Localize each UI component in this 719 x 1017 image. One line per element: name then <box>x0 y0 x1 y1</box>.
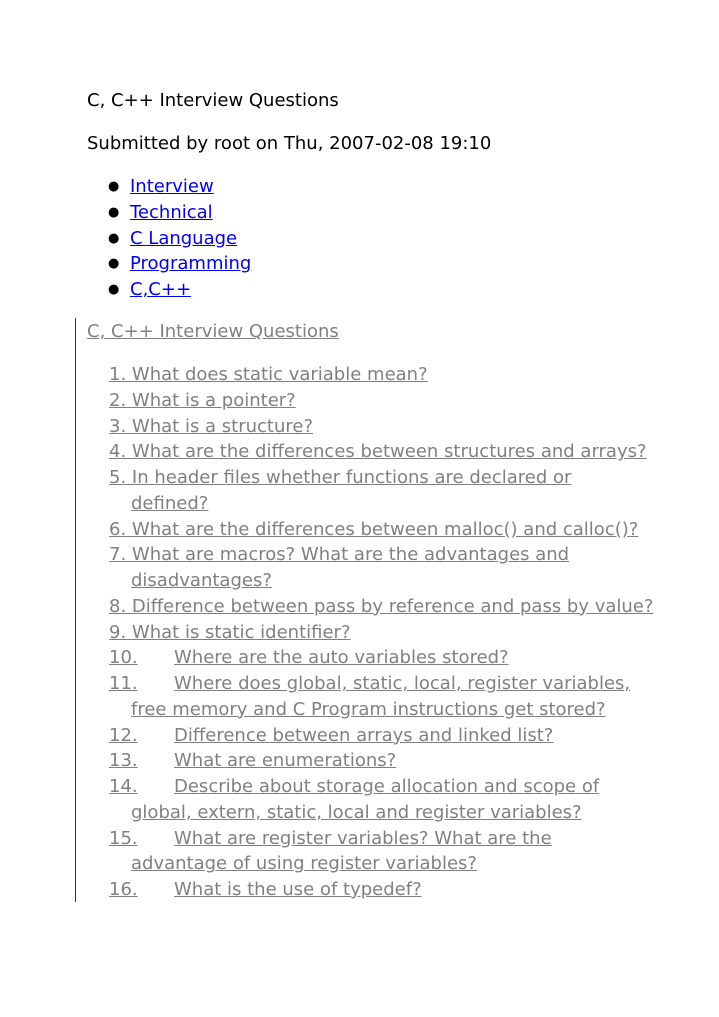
question-text[interactable]: What is the use of typedef? <box>174 879 422 900</box>
question-text-continued[interactable]: free memory and C Program instructions get stored? <box>131 698 606 720</box>
question-number: 13. <box>109 750 138 772</box>
question-item[interactable] <box>109 542 669 594</box>
tag-item <box>108 277 251 303</box>
bullet-icon: ● <box>108 179 120 194</box>
bullet-icon: ● <box>108 204 120 220</box>
submitted-info: Submitted by root on Thu, 2007-02-08 19:10 <box>87 133 492 154</box>
question-text[interactable]: Where does global, static, local, register variables, <box>174 673 631 694</box>
question-number: 10. <box>109 647 138 669</box>
question-number: 4. <box>109 441 127 463</box>
question-item[interactable] <box>109 671 669 723</box>
question-text[interactable]: What are macros? What are the advantages and <box>131 544 570 566</box>
question-text-continued[interactable]: defined? <box>131 492 209 514</box>
tag-item <box>108 251 251 277</box>
question-number: 12. <box>109 724 138 746</box>
question-item[interactable] <box>109 594 669 620</box>
question-text[interactable]: What are the differences between malloc() and calloc()? <box>131 518 639 540</box>
question-number: 8. <box>109 595 127 617</box>
question-text[interactable]: Difference between pass by reference and pass by value? <box>131 595 654 617</box>
question-item[interactable] <box>109 414 669 440</box>
question-text[interactable]: What is a pointer? <box>131 389 296 411</box>
bullet-icon: ● <box>108 256 120 272</box>
question-text[interactable]: What are register variables? What are the <box>174 827 552 849</box>
tag-list <box>108 174 251 303</box>
question-item[interactable] <box>109 388 669 414</box>
question-text[interactable]: Where are the auto variables stored? <box>174 647 509 669</box>
question-item[interactable] <box>109 748 669 774</box>
question-number: 5. <box>109 467 127 488</box>
question-text[interactable]: What is static identifier? <box>131 621 351 643</box>
tag-link-interview[interactable]: Interview <box>130 176 214 197</box>
bullet-icon: ● <box>108 230 120 246</box>
blockquote-bar <box>75 318 76 902</box>
question-text[interactable]: Difference between arrays and linked list? <box>174 724 554 746</box>
tag-link-c-cpp[interactable]: C,C++ <box>130 279 192 301</box>
question-text[interactable]: In header files whether functions are declared or <box>131 467 572 488</box>
question-text[interactable]: What are enumerations? <box>174 750 397 772</box>
question-item[interactable] <box>109 877 669 903</box>
question-number: 11. <box>109 673 138 694</box>
tag-link-c-language[interactable]: C Language <box>130 227 238 249</box>
question-text[interactable]: What are the differences between structures and arrays? <box>131 441 647 463</box>
question-item[interactable] <box>109 362 669 388</box>
tag-link-technical[interactable]: Technical <box>130 201 213 223</box>
toc-heading-link[interactable]: C, C++ Interview Questions <box>87 321 339 342</box>
question-number: 16. <box>109 879 138 900</box>
question-number: 1. <box>109 364 127 385</box>
tag-link-programming[interactable]: Programming <box>130 253 252 275</box>
question-text-continued[interactable]: advantage of using register variables? <box>131 853 477 875</box>
question-text[interactable]: What does static variable mean? <box>131 364 428 385</box>
tag-item <box>108 174 251 200</box>
question-number: 15. <box>109 827 138 849</box>
question-text-continued[interactable]: global, extern, static, local and register variables? <box>131 801 582 823</box>
question-number: 9. <box>109 621 127 643</box>
question-number: 2. <box>109 389 127 411</box>
question-item[interactable] <box>109 439 669 465</box>
question-number: 6. <box>109 518 127 540</box>
question-item[interactable] <box>109 517 669 543</box>
question-item[interactable] <box>109 465 669 517</box>
question-text-continued[interactable]: disadvantages? <box>131 570 272 591</box>
question-item[interactable] <box>109 620 669 646</box>
question-text[interactable]: Describe about storage allocation and scope of <box>174 776 600 797</box>
question-list <box>109 362 669 903</box>
question-text[interactable]: What is a structure? <box>131 415 314 437</box>
question-number: 14. <box>109 776 138 797</box>
question-item[interactable] <box>109 723 669 749</box>
question-item[interactable] <box>109 826 669 878</box>
bullet-icon: ● <box>108 282 120 298</box>
page-title: C, C++ Interview Questions <box>87 90 339 111</box>
question-item[interactable] <box>109 774 669 826</box>
question-item[interactable] <box>109 645 669 671</box>
question-number: 7. <box>109 544 127 566</box>
question-number: 3. <box>109 415 127 437</box>
tag-item <box>108 200 251 226</box>
tag-item <box>108 226 251 252</box>
